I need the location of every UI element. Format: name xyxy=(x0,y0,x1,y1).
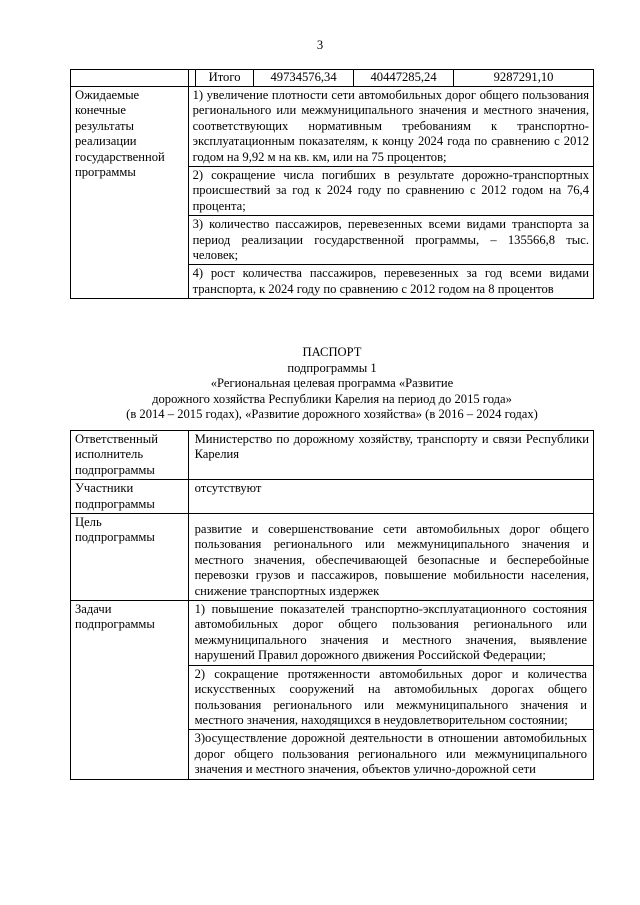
row-label: Участники подпрограммы xyxy=(71,480,189,514)
passport-table xyxy=(70,430,594,780)
passport-line: (в 2014 – 2015 годах), «Развитие дорожного хозяйства» (в 2016 – 2024 годах) xyxy=(126,407,538,422)
totals-cell xyxy=(188,70,593,87)
task-item: 1) повышение показателей транспортно-эксплуатационного состояния автомобильных дорог общего пользования регионального или межмуниципального значения и местного значения, выявление нарушений Правил дорожного движения Российской Федерации; xyxy=(194,602,587,663)
passport-subtitle: подпрограммы 1 xyxy=(287,360,377,375)
passport-row-goal xyxy=(71,514,594,601)
row-content: Министерство по дорожному хозяйству, транспорту и связи Республики Карелия xyxy=(188,431,593,480)
totals-empty-cell xyxy=(71,70,189,87)
result-item: 4) рост количества пассажиров, перевезенных за год всеми видами транспорта, к 2024 году по сравнению с 2012 годом на 8 процентов xyxy=(189,264,593,298)
row-content: отсутствуют xyxy=(188,480,593,514)
expected-results-content xyxy=(188,87,593,299)
row-content: развитие и совершенствование сети автомобильных дорог общего пользования регионального или межмуниципального значения и местного значения, обеспечивающей безопасные и бесперебойные перевозки грузов и пассажиров, повышение мобильности населения, снижение транспортных издержек xyxy=(188,514,593,601)
row-label: Ответственный исполнитель подпрограммы xyxy=(71,431,189,480)
passport-heading xyxy=(70,345,594,423)
passport-line: «Региональная целевая программа «Развитие xyxy=(210,376,454,391)
expected-results-row xyxy=(71,87,594,299)
task-item: 3)осуществление дорожной деятельности в отношении автомобильных дорог общего пользования регионального или межмуниципального значения и местного значения, объектов улично-дорожной сети xyxy=(189,729,593,778)
row-label: Цель подпрограммы xyxy=(71,514,189,601)
result-item: 3) количество пассажиров, перевезенных всеми видами транспорта за период реализации государственной программы, – 135566,8 тыс. человек; xyxy=(189,215,593,264)
passport-row-participants xyxy=(71,480,594,514)
totals-value: 49734576,34 xyxy=(254,70,354,86)
passport-row-tasks xyxy=(71,601,594,779)
row-content xyxy=(188,601,593,779)
totals-value: 9287291,10 xyxy=(454,70,593,86)
page-number: 3 xyxy=(316,38,324,52)
task-item: 2) сокращение протяженности автомобильных дорог и количества искусственных сооружений на автомобильных дорогах общего пользования регионального или межмуниципального значения и местного значения, находящихся в неудовлетворительном состоянии; xyxy=(189,665,593,730)
passport-title: ПАСПОРТ xyxy=(302,345,362,359)
totals-label: Итого xyxy=(196,70,254,86)
passport-row-executor xyxy=(71,431,594,480)
program-results-table xyxy=(70,69,594,299)
row-label: Задачи подпрограммы xyxy=(71,601,189,779)
totals-value: 40447285,24 xyxy=(354,70,454,86)
result-item: 1) увеличение плотности сети автомобильных дорог общего пользования регионального или межмуниципального значения и местного значения, соответствующих нормативным требованиям к транспортно-эксплуатационным показателям, к концу 2024 года по сравнению с 2012 годом на 9,92 м на кв. км, или на 75 процентов; xyxy=(192,88,589,164)
result-item: 2) сокращение числа погибших в результате дорожно-транспортных происшествий за год к 2024 году по сравнению с 2012 годом на 76,4 процента; xyxy=(189,166,593,215)
totals-row xyxy=(71,70,594,87)
totals-gap xyxy=(189,70,196,86)
expected-results-label: Ожидаемые конечные результаты реализации государственной программы xyxy=(71,87,189,299)
passport-line: дорожного хозяйства Республики Карелия на период до 2015 года» xyxy=(152,391,512,406)
